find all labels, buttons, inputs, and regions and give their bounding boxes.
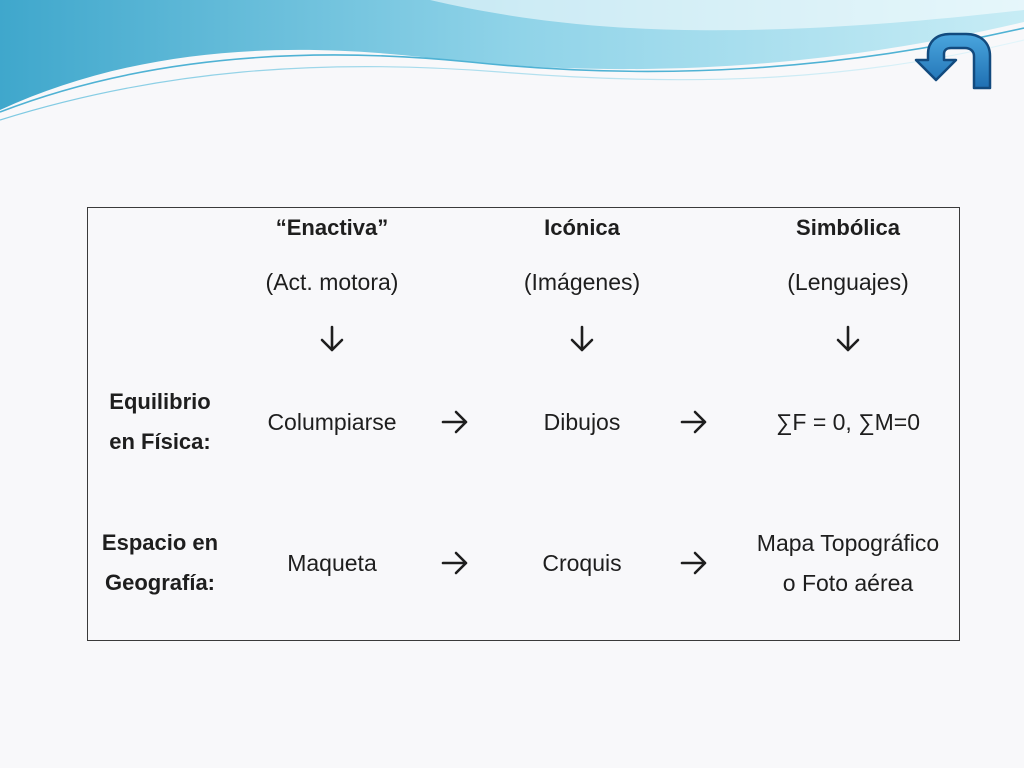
row-iconica-value: Croquis (542, 550, 622, 576)
row-label-line2: Geografía: (104, 570, 216, 595)
row-simbolica-value-line2: o Foto aérea (782, 570, 914, 596)
wave-header-decoration (0, 0, 1024, 130)
row-enactiva-value: Columpiarse (267, 409, 397, 435)
arrow-down-icon (833, 324, 863, 354)
row-iconica-value: Dibujos (543, 409, 621, 435)
arrow-down-icon (317, 324, 347, 354)
header-enactiva: “Enactiva” (275, 215, 389, 240)
header-simbolica: Simbólica (796, 215, 900, 240)
row-label-line1: Espacio en (101, 530, 219, 555)
row-label-line1: Equilibrio (109, 389, 211, 414)
row-enactiva-value: Maqueta (287, 550, 377, 576)
arrow-right-icon (679, 548, 709, 578)
row-label-line2: en Física: (109, 429, 211, 454)
arrow-right-icon (679, 407, 709, 437)
header-enactiva-subtitle: (Act. motora) (265, 269, 399, 295)
header-simbolica-subtitle: (Lenguajes) (787, 269, 909, 295)
arrow-right-icon (440, 548, 470, 578)
row-simbolica-value-line1: Mapa Topográfico (756, 530, 940, 556)
row-simbolica-value: ∑F = 0, ∑M=0 (775, 409, 920, 435)
header-iconica-subtitle: (Imágenes) (523, 269, 641, 295)
arrow-down-icon (567, 324, 597, 354)
arrow-right-icon (440, 407, 470, 437)
u-turn-back-arrow-icon[interactable] (908, 28, 1004, 94)
header-iconica: Icónica (544, 215, 620, 240)
